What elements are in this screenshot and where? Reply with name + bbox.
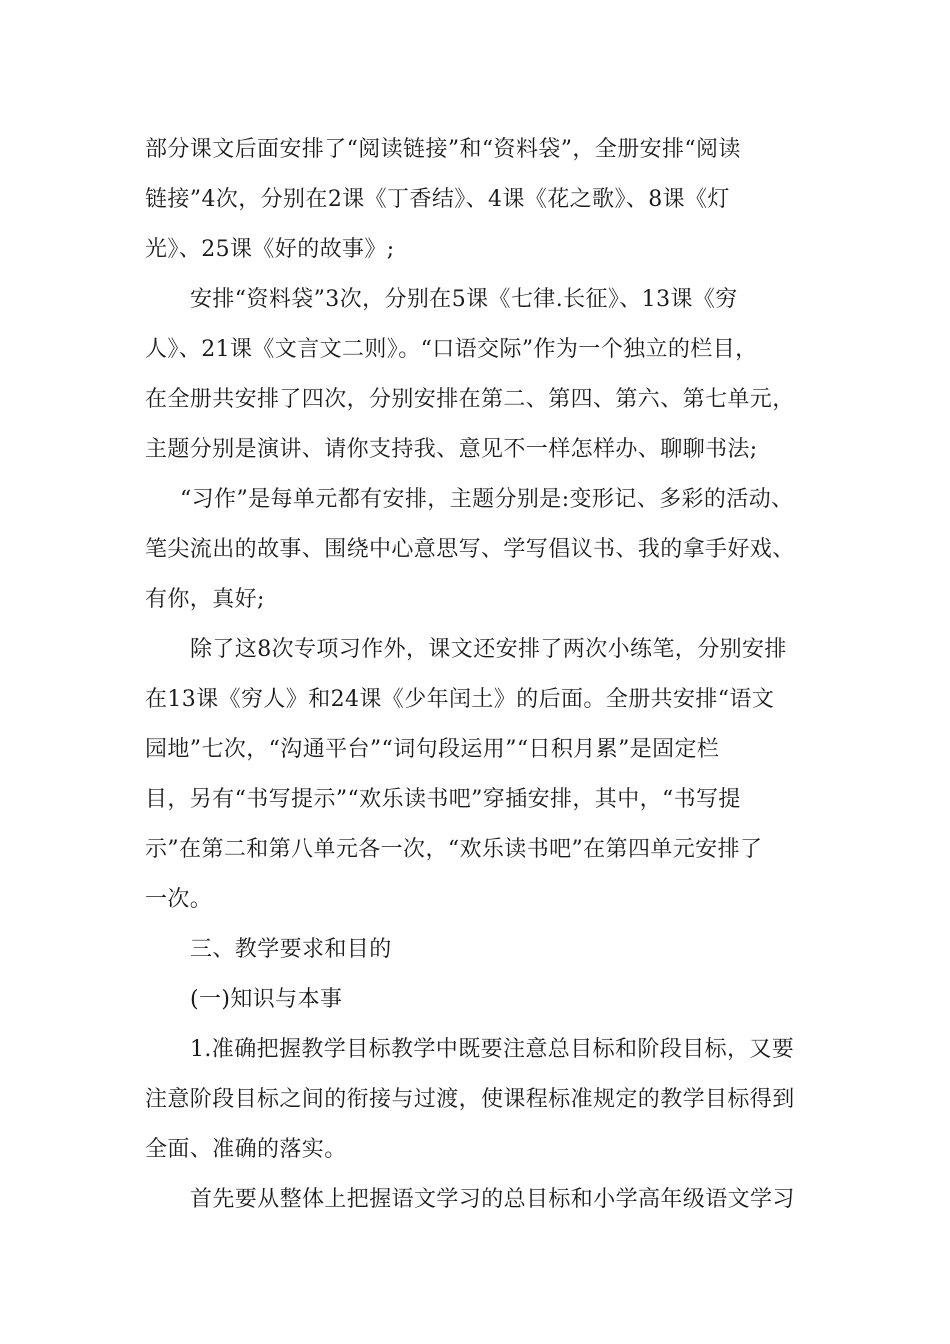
text-line: 在全册共安排了四次，分别安排在第二、第四、第六、第七单元， [145,387,795,412]
text-line: 链接”4次，分别在2课《丁香结》、4课《花之歌》、8课《灯 [145,187,730,212]
text-line: 注意阶段目标之间的衔接与过渡，使课程标准规定的教学目标得到 [145,1087,795,1112]
text-line: 园地”七次，“沟通平台”“词句段运用”“日积月累”是固定栏 [145,737,720,762]
subsection-heading: (一)知识与本事 [190,987,343,1012]
text-line: 部分课文后面安排了“阅读链接”和“资料袋”，全册安排“阅读 [145,137,741,162]
text-line: 主题分别是演讲、请你支持我、意见不一样怎样办、聊聊书法; [145,437,758,462]
text-line: 全面、准确的落实。 [145,1137,347,1162]
text-line: 人》、21课《文言文二则》。“口语交际”作为一个独立的栏目， [145,337,758,362]
text-line: 1.准确把握教学目标教学中既要注意总目标和阶段目标，又要 [190,1037,795,1062]
text-line: “习作”是每单元都有安排，主题分别是:变形记、多彩的活动、 [180,487,794,512]
text-line: 除了这8次专项习作外，课文还安排了两次小练笔，分别安排 [190,637,787,662]
text-line: 光》、25课《好的故事》; [145,237,395,262]
text-line: 目，另有“书写提示”“欢乐读书吧”穿插安排，其中，“书写提 [145,787,741,812]
text-line: 笔尖流出的故事、围绕中心意思写、学写倡议书、我的拿手好戏、 [145,537,795,562]
text-line: 首先要从整体上把握语文学习的总目标和小学高年级语文学习 [190,1187,795,1212]
section-heading: 三、教学要求和目的 [190,937,392,962]
text-line: 一次。 [145,887,213,912]
text-line: 示”在第二和第八单元各一次，“欢乐读书吧”在第四单元安排了 [145,837,763,862]
text-line: 在13课《穷人》和24课《少年闰土》的后面。全册共安排“语文 [145,687,775,712]
text-line: 有你，真好; [145,587,265,612]
text-line: 安排“资料袋”3次，分别在5课《七律.长征》、13课《穷 [190,287,738,312]
